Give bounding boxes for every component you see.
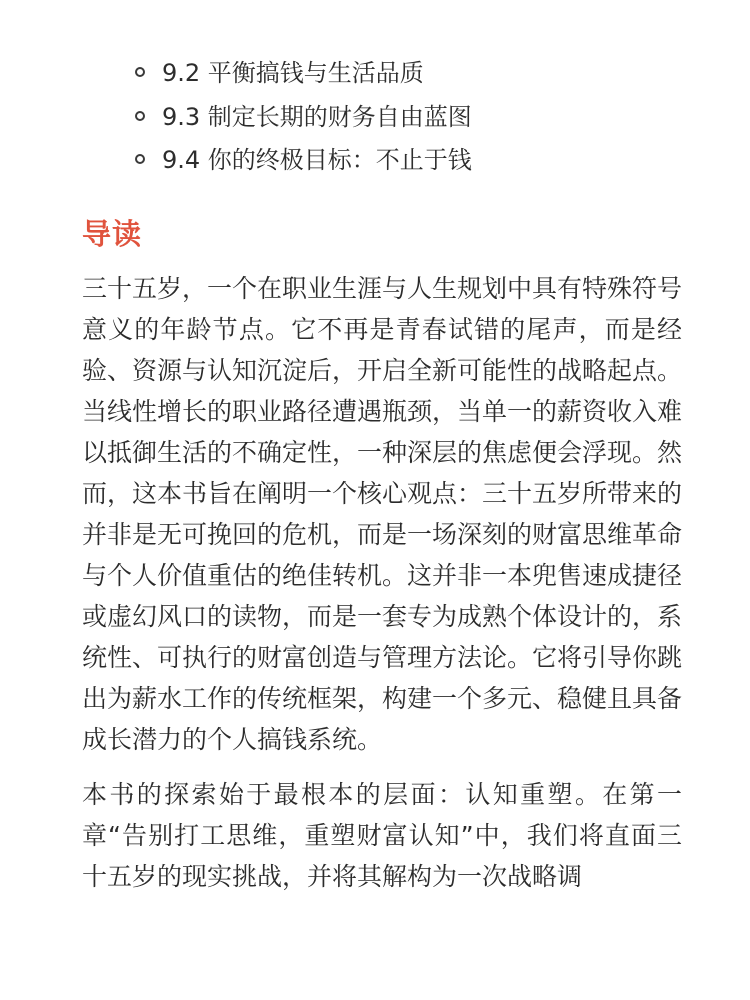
body-paragraph: 三十五岁，一个在职业生涯与人生规划中具有特殊符号意义的年龄节点。它不再是青春试错的尾声，而是经验、资源与认知沉淀后，开启全新可能性的战略起点。当线性增长的职业路径遭遇瓶颈，当单一的薪资收入难以抵御生活的不确定性，一种深层的焦虑便会浮现。然而，这本书旨在阐明一个核心观点：三十五岁所带来的并非是无可挽回的危机，而是一场深刻的财富思维革命与个人价值重估的绝佳转机。这并非一本兜售速成捷径或虚幻风口的读物，而是一套专为成熟个体设计的，系统性、可执行的财富创造与管理方法论。它将引导你跳出为薪水工作的传统框架，构建一个多元、稳健且具备成长潜力的个人搞钱系统。 bbox=[82, 273, 683, 754]
toc-item-label: 9.4 你的终极目标：不止于钱 bbox=[162, 146, 472, 174]
toc-item-label: 9.2 平衡搞钱与生活品质 bbox=[162, 59, 424, 87]
toc-item-label: 9.3 制定长期的财务自由蓝图 bbox=[162, 102, 472, 131]
hollow-circle-bullet-icon bbox=[135, 111, 145, 121]
hollow-circle-bullet-icon bbox=[135, 154, 145, 164]
toc-item[interactable] bbox=[162, 96, 682, 140]
hollow-circle-bullet-icon bbox=[135, 67, 145, 77]
toc-item[interactable] bbox=[162, 52, 682, 96]
body-paragraph: 本书的探索始于最根本的层面：认知重塑。在第一章“告别打工思维，重塑财富认知”中，我们将直面三十五岁的现实挑战，并将其解构为一次战略调 bbox=[82, 779, 682, 891]
toc-item[interactable] bbox=[162, 139, 682, 183]
table-of-contents bbox=[82, 52, 682, 183]
section-heading: 导读 bbox=[82, 216, 143, 251]
